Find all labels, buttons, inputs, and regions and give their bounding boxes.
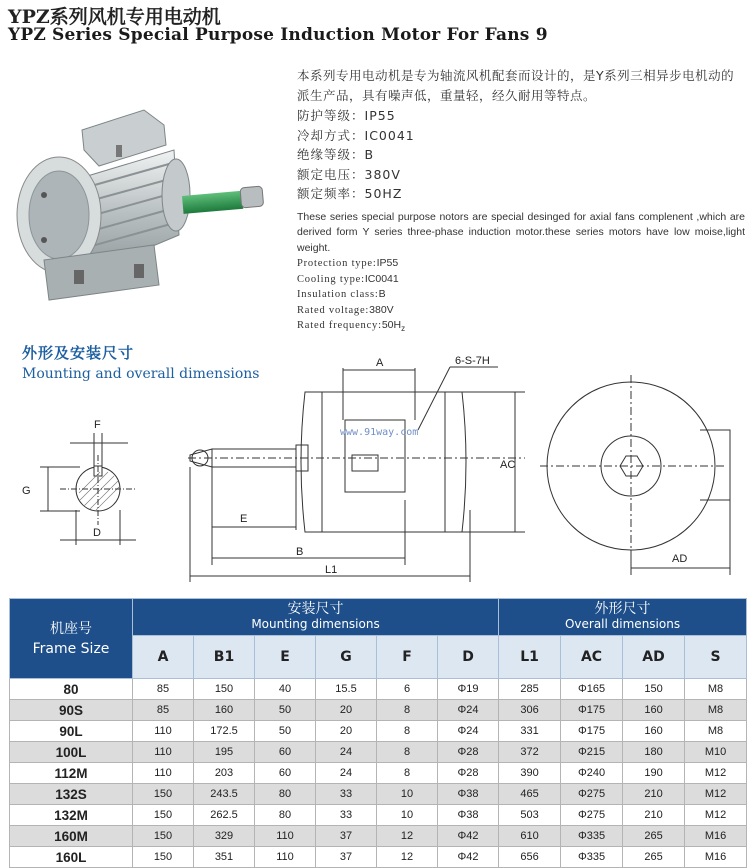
table-cell: 10 [377, 784, 438, 805]
dim-label-a: A [376, 357, 384, 369]
mounting-dimensions-header [133, 599, 499, 636]
table-cell: 150 [194, 679, 255, 700]
table-body [10, 679, 747, 868]
frame-size-cell: 80 [10, 679, 133, 700]
dim-label-b: B [296, 546, 304, 558]
frame-size-cell: 90S [10, 700, 133, 721]
spec-value-subscript: z [401, 324, 406, 334]
column-header: D [438, 636, 499, 679]
table-cell: 210 [623, 805, 685, 826]
table-cell: 160 [194, 700, 255, 721]
table-cell: Φ28 [438, 742, 499, 763]
spec-row-voltage-en [297, 303, 745, 319]
table-cell: Φ275 [561, 784, 623, 805]
table-cell: 262.5 [194, 805, 255, 826]
dim-label-l1: L1 [325, 564, 338, 576]
table-cell: M8 [685, 721, 747, 742]
spec-value: B [378, 288, 386, 300]
overall-header-cn: 外形尺寸 [594, 601, 651, 617]
spec-label: 额定电压： [297, 166, 365, 182]
table-cell: 24 [316, 763, 377, 784]
column-header: E [255, 636, 316, 679]
table-cell: Φ275 [561, 805, 623, 826]
column-header: A [133, 636, 194, 679]
table-row [10, 721, 747, 742]
spec-row-frequency-cn [297, 184, 745, 204]
table-cell: 150 [133, 826, 194, 847]
spec-row-insulation-cn [297, 145, 745, 165]
table-cell: 37 [316, 826, 377, 847]
dim-label-f: F [94, 419, 101, 431]
table-cell: 285 [499, 679, 561, 700]
frame-size-cell: 132M [10, 805, 133, 826]
table-cell: 12 [377, 826, 438, 847]
table-cell: 195 [194, 742, 255, 763]
spec-label: Rated voltage: [297, 304, 370, 316]
table-cell: Φ38 [438, 805, 499, 826]
spec-label: 防护等级： [297, 108, 365, 123]
spec-label: Rated frequency: [297, 320, 382, 331]
table-cell: 150 [623, 679, 685, 700]
table-cell: 656 [499, 847, 561, 868]
page-title-cn: YPZ系列风机专用电动机 [8, 6, 221, 28]
table-cell: 110 [255, 826, 316, 847]
spec-label: Insulation class: [297, 289, 379, 300]
frame-size-cell: 112M [10, 763, 133, 784]
column-header: S [685, 636, 747, 679]
table-cell: M12 [685, 805, 747, 826]
frame-size-cell: 160M [10, 826, 133, 847]
frame-header-cn: 机座号 [50, 620, 92, 637]
table-cell: 243.5 [194, 784, 255, 805]
table-cell: 60 [255, 742, 316, 763]
table-row [10, 805, 747, 826]
table-cell: Φ175 [561, 721, 623, 742]
table-cell: 110 [255, 847, 316, 868]
column-header: G [316, 636, 377, 679]
dim-label-e: E [240, 513, 248, 525]
dim-label-d: D [93, 527, 101, 539]
table-cell: Φ335 [561, 847, 623, 868]
table-cell: Φ24 [438, 700, 499, 721]
spec-row-frequency-en [297, 318, 745, 337]
section-title-en: Mounting and overall dimensions [22, 366, 260, 382]
mount-header-cn: 安装尺寸 [287, 601, 344, 617]
table-cell: M8 [685, 700, 747, 721]
table-cell: 110 [133, 721, 194, 742]
table-cell: 8 [377, 763, 438, 784]
motor-photo-icon [4, 100, 284, 320]
table-cell: 20 [316, 700, 377, 721]
table-cell: M8 [685, 679, 747, 700]
table-cell: 190 [623, 763, 685, 784]
description-block [297, 66, 745, 337]
table-cell: 8 [377, 721, 438, 742]
table-cell: 33 [316, 784, 377, 805]
spec-value: 50H [381, 319, 402, 331]
table-cell: 50 [255, 721, 316, 742]
table-cell: 331 [499, 721, 561, 742]
table-cell: M10 [685, 742, 747, 763]
spec-value: 380V [369, 303, 394, 316]
table-cell: 15.5 [316, 679, 377, 700]
table-cell: 150 [133, 847, 194, 868]
overall-dimensions-header [499, 599, 747, 636]
dimension-drawing [0, 350, 750, 585]
table-cell: Φ38 [438, 784, 499, 805]
spec-value: IC0041 [364, 272, 399, 285]
table-cell: 60 [255, 763, 316, 784]
column-header: AD [623, 636, 685, 679]
frame-size-cell: 132S [10, 784, 133, 805]
table-cell: 306 [499, 700, 561, 721]
table-row [10, 700, 747, 721]
frame-size-header [10, 599, 133, 679]
description-en: These series special purpose notors are special desinged for axial fans complenent ,which are derived form Y series three-phase induction motor.these series motors have low moise,light weight. [297, 210, 745, 254]
table-cell: M16 [685, 826, 747, 847]
table-cell: 80 [255, 784, 316, 805]
table-cell: 160 [623, 700, 685, 721]
spec-value: B [364, 147, 375, 162]
table-cell: Φ215 [561, 742, 623, 763]
table-cell: 172.5 [194, 721, 255, 742]
table-cell: M12 [685, 763, 747, 784]
frame-size-cell: 100L [10, 742, 133, 763]
table-row [10, 679, 747, 700]
table-cell: Φ42 [438, 826, 499, 847]
spec-row-voltage-cn [297, 165, 745, 185]
table-cell: 85 [133, 700, 194, 721]
table-row [10, 847, 747, 868]
table-cell: Φ19 [438, 679, 499, 700]
table-cell: 351 [194, 847, 255, 868]
table-cell: 465 [499, 784, 561, 805]
spec-value: IP55 [364, 108, 396, 123]
spec-label: Cooling type: [297, 273, 365, 285]
section-title-cn: 外形及安装尺寸 [22, 344, 135, 362]
table-cell: 503 [499, 805, 561, 826]
table-cell: 150 [133, 805, 194, 826]
table-cell: M12 [685, 784, 747, 805]
column-header: L1 [499, 636, 561, 679]
table-cell: Φ42 [438, 847, 499, 868]
table-cell: 150 [133, 784, 194, 805]
dim-label-hole: 6-S-7H [455, 355, 490, 367]
spec-label: 额定频率： [297, 186, 365, 201]
table-cell: 37 [316, 847, 377, 868]
table-cell: 180 [623, 742, 685, 763]
dim-label-g: G [22, 485, 31, 497]
table-row [10, 784, 747, 805]
table-cell: 8 [377, 700, 438, 721]
dim-label-ac: AC [500, 459, 516, 471]
table-cell: 329 [194, 826, 255, 847]
table-row [10, 763, 747, 784]
spec-row-protection-cn [297, 106, 745, 126]
dimension-table [9, 598, 747, 868]
table-cell: M16 [685, 847, 747, 868]
table-cell: Φ28 [438, 763, 499, 784]
spec-row-protection-en [297, 256, 745, 272]
table-cell: 110 [133, 742, 194, 763]
watermark: www.91way.com [340, 427, 419, 438]
table-cell: 40 [255, 679, 316, 700]
table-row [10, 826, 747, 847]
table-cell: 33 [316, 805, 377, 826]
column-header: B1 [194, 636, 255, 679]
frame-size-cell: 90L [10, 721, 133, 742]
table-cell: Φ240 [561, 763, 623, 784]
spec-label: 绝缘等级： [297, 147, 365, 162]
page-title-en: YPZ Series Special Purpose Induction Motor For Fans 9 [8, 25, 548, 45]
table-cell: 80 [255, 805, 316, 826]
table-cell: 160 [623, 721, 685, 742]
spec-row-insulation-en [297, 287, 745, 303]
table-cell: 8 [377, 742, 438, 763]
column-header: AC [561, 636, 623, 679]
spec-value: IP55 [376, 257, 399, 269]
dim-label-ad: AD [672, 553, 688, 565]
frame-size-cell: 160L [10, 847, 133, 868]
spec-label: Protection type: [297, 258, 377, 269]
table-cell: 265 [623, 847, 685, 868]
frame-header-en: Frame Size [32, 640, 110, 657]
table-cell: 390 [499, 763, 561, 784]
spec-row-cooling-cn [297, 126, 745, 146]
table-cell: 210 [623, 784, 685, 805]
table-cell: 50 [255, 700, 316, 721]
spec-value: 50HZ [364, 186, 403, 201]
column-header: F [377, 636, 438, 679]
spec-value: IC0041 [364, 127, 415, 143]
table-cell: 85 [133, 679, 194, 700]
table-cell: 6 [377, 679, 438, 700]
spec-value: 380V [364, 166, 401, 182]
spec-row-cooling-en [297, 272, 745, 288]
table-cell: 24 [316, 742, 377, 763]
table-cell: 610 [499, 826, 561, 847]
table-cell: Φ335 [561, 826, 623, 847]
table-cell: 12 [377, 847, 438, 868]
table-cell: Φ165 [561, 679, 623, 700]
table-cell: 10 [377, 805, 438, 826]
table-cell: 203 [194, 763, 255, 784]
table-cell: Φ175 [561, 700, 623, 721]
table-cell: Φ24 [438, 721, 499, 742]
description-cn: 本系列专用电动机是专为轴流风机配套而设计的，是Y系列三相异步电机动的派生产品，具有噪声低，重量轻，经久耐用等特点。 [297, 68, 735, 103]
table-cell: 110 [133, 763, 194, 784]
table-cell: 265 [623, 826, 685, 847]
table-row [10, 742, 747, 763]
table-cell: 20 [316, 721, 377, 742]
overall-header-en: Overall dimensions [564, 617, 681, 631]
mount-header-en: Mounting dimensions [251, 617, 380, 631]
table-cell: 372 [499, 742, 561, 763]
spec-label: 冷却方式： [297, 127, 365, 143]
